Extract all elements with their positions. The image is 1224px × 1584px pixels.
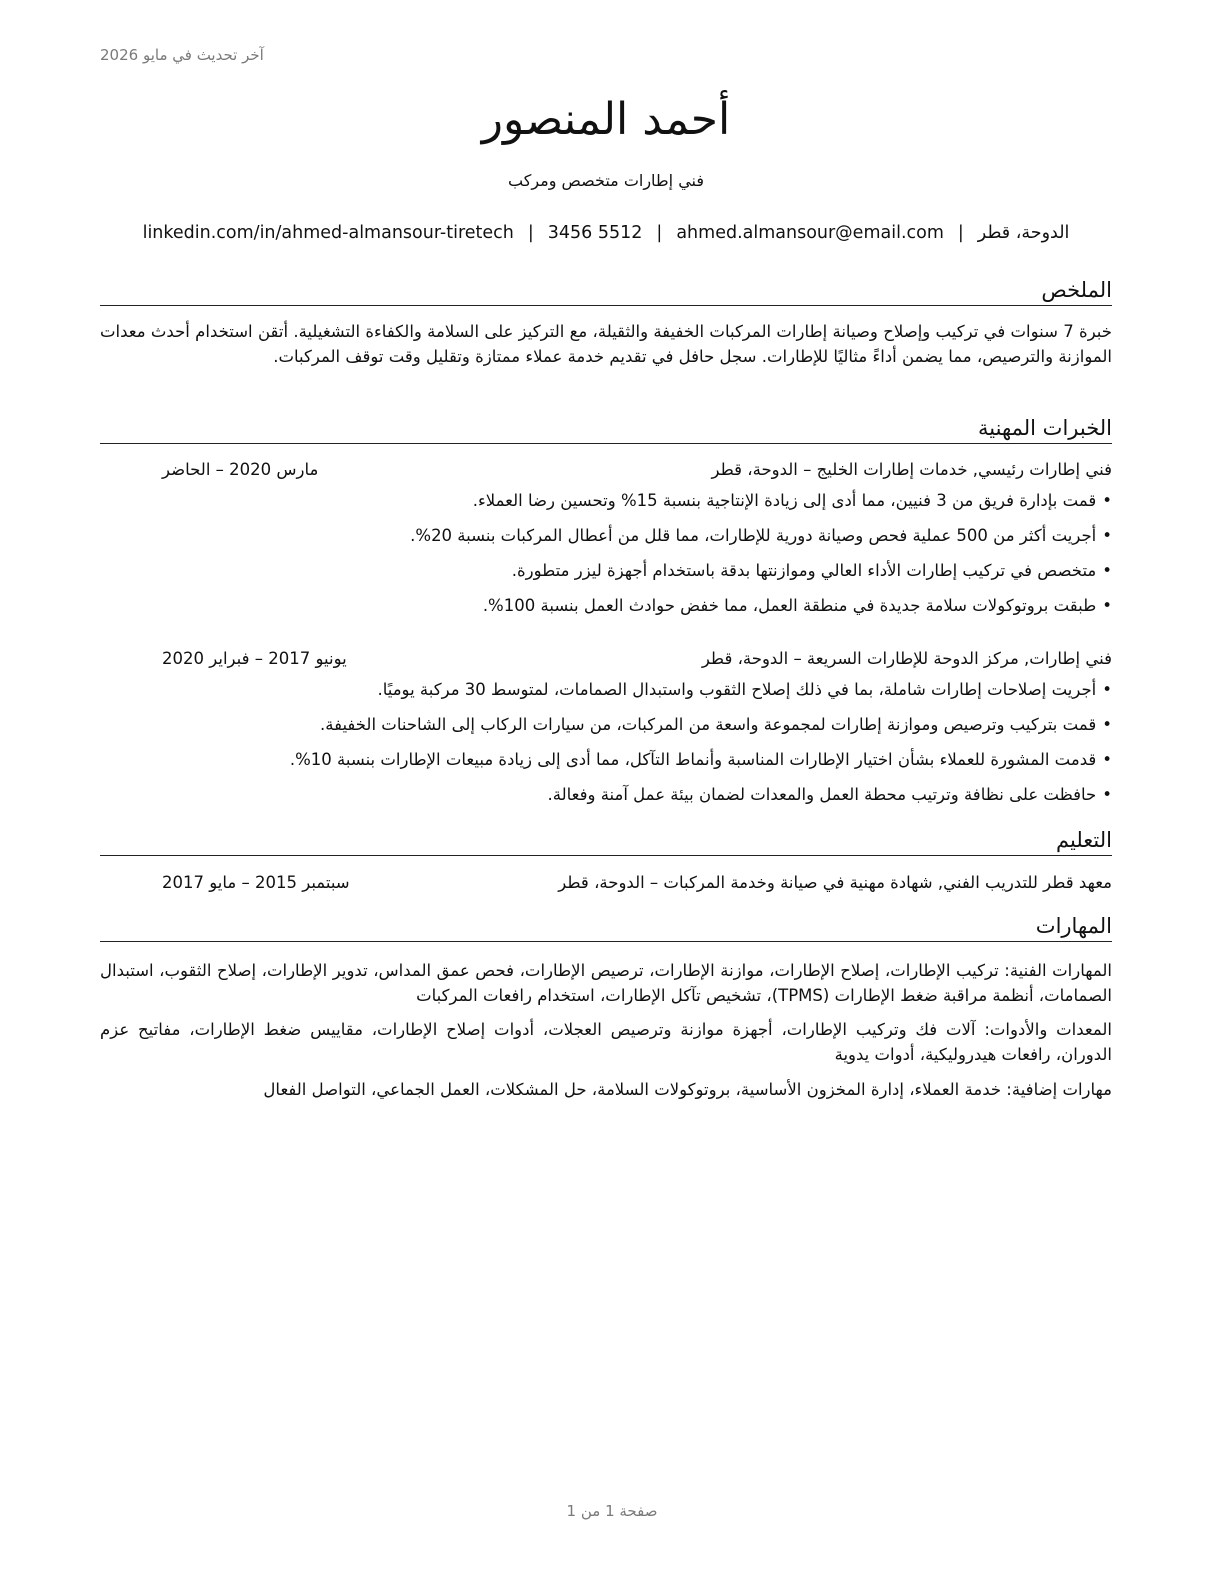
contact-email[interactable]: ahmed.almansour@email.com (676, 223, 944, 243)
bullet-dot: • (1102, 750, 1112, 769)
bullet-dot: • (1102, 596, 1112, 615)
job-bullets (100, 678, 1112, 818)
summary-text: خبرة 7 سنوات في تركيب وإصلاح وصيانة إطارات المركبات الخفيفة والثقيلة، مع التركيز على السلامة والكفاءة التشغيلية. أتقن استخدام أحدث معدات الموازنة والترصيص، مما يضمن أداءً مثاليًا للإطارات. سجل حافل في تقديم خدمة عملاء ممتازة وتقليل وقت توقف المركبات. (100, 322, 1112, 366)
job-dates: مارس 2020 – الحاضر (162, 460, 319, 479)
candidate-name: أحمد المنصور (481, 94, 731, 145)
bullet-text: متخصص في تركيب إطارات الأداء العالي وموازنتها بدقة باستخدام أجهزة ليزر متطورة. (511, 561, 1097, 580)
bullet-item (100, 524, 1112, 559)
bullet-item (100, 783, 1112, 818)
education-institution: معهد قطر للتدريب الفني, شهادة مهنية في صيانة وخدمة المركبات – الدوحة، قطر (558, 873, 1112, 892)
bullet-text: أجريت أكثر من 500 عملية فحص وصيانة دورية للإطارات، مما قلل من أعطال المركبات بنسبة 20%. (410, 526, 1097, 545)
bullet-dot: • (1102, 526, 1112, 545)
bullet-dot: • (1102, 561, 1112, 580)
bullet-dot: • (1102, 715, 1112, 734)
education-heading: التعليم (100, 826, 1112, 856)
bullet-item (100, 678, 1112, 713)
bullet-text: قدمت المشورة للعملاء بشأن اختيار الإطارات المناسبة وأنماط التآكل، مما أدى إلى زيادة مبيعات الإطارات بنسبة 10%. (289, 750, 1097, 769)
skills-technical: المهارات الفنية: تركيب الإطارات، إصلاح الإطارات، موازنة الإطارات، ترصيص الإطارات، فحص عمق المداس، تدوير الإطارات، إصلاح الثقوب، استبدال الصمامات، أنظمة مراقبة ضغط الإطارات (TPMS)، تشخيص تآكل الإطارات، استخدام رافعات المركبات (100, 961, 1112, 1005)
bullet-item (100, 489, 1112, 524)
skills-equipment: المعدات والأدوات: آلات فك وتركيب الإطارات، أجهزة موازنة وترصيص العجلات، أدوات إصلاح الإطارات، مقاييس ضغط الإطارات، مفاتيح عزم الدوران، رافعات هيدروليكية، أدوات يدوية (100, 1020, 1112, 1064)
resume-page (100, 0, 1112, 1584)
bullet-text: قمت بإدارة فريق من 3 فنيين، مما أدى إلى زيادة الإنتاجية بنسبة 15% وتحسين رضا العملاء. (472, 491, 1097, 510)
job-role: فني إطارات رئيسي, خدمات إطارات الخليج – الدوحة، قطر (711, 460, 1112, 479)
bullet-item (100, 594, 1112, 629)
job-title: فني إطارات متخصص ومركب (507, 171, 704, 190)
bullet-item (100, 559, 1112, 594)
job-role: فني إطارات, مركز الدوحة للإطارات السريعة – الدوحة، قطر (701, 649, 1112, 668)
summary-heading: الملخص (100, 276, 1112, 306)
bullet-dot: • (1102, 680, 1112, 699)
page-number: صفحة 1 من 1 (566, 1502, 658, 1520)
bullet-text: أجريت إصلاحات إطارات شاملة، بما في ذلك إصلاح الثقوب واستبدال الصمامات، لمتوسط 30 مركبة يوميًا. (377, 680, 1097, 699)
contact-linkedin[interactable]: linkedin.com/in/ahmed-almansour-tiretech (142, 223, 514, 243)
contact-separator: | (957, 223, 964, 243)
last-updated-note: آخر تحديث في مايو 2026 (100, 46, 264, 64)
bullet-item (100, 713, 1112, 748)
job-bullets (100, 489, 1112, 629)
contact-separator: | (527, 223, 534, 243)
job-dates: يونيو 2017 – فبراير 2020 (162, 649, 347, 668)
contact-line (100, 223, 1112, 243)
bullet-text: قمت بتركيب وترصيص وموازنة إطارات لمجموعة واسعة من المركبات، من سيارات الركاب إلى الشاحنات الخفيفة. (320, 715, 1097, 734)
skills-heading: المهارات (100, 912, 1112, 942)
bullet-item (100, 748, 1112, 783)
education-dates: سبتمبر 2015 – مايو 2017 (162, 873, 350, 892)
contact-separator: | (656, 223, 663, 243)
bullet-text: حافظت على نظافة وترتيب محطة العمل والمعدات لضمان بيئة عمل آمنة وفعالة. (547, 785, 1097, 804)
bullet-text: طبقت بروتوكولات سلامة جديدة في منطقة العمل، مما خفض حوادث العمل بنسبة 100%. (482, 596, 1097, 615)
experience-heading: الخبرات المهنية (100, 414, 1112, 444)
bullet-dot: • (1102, 785, 1112, 804)
skills-additional: مهارات إضافية: خدمة العملاء، إدارة المخزون الأساسية، بروتوكولات السلامة، حل المشكلات، العمل الجماعي، التواصل الفعال (263, 1080, 1112, 1099)
bullet-dot: • (1102, 491, 1112, 510)
contact-phone[interactable]: 3456 5512 (547, 223, 643, 243)
contact-location: الدوحة، قطر (977, 223, 1070, 243)
